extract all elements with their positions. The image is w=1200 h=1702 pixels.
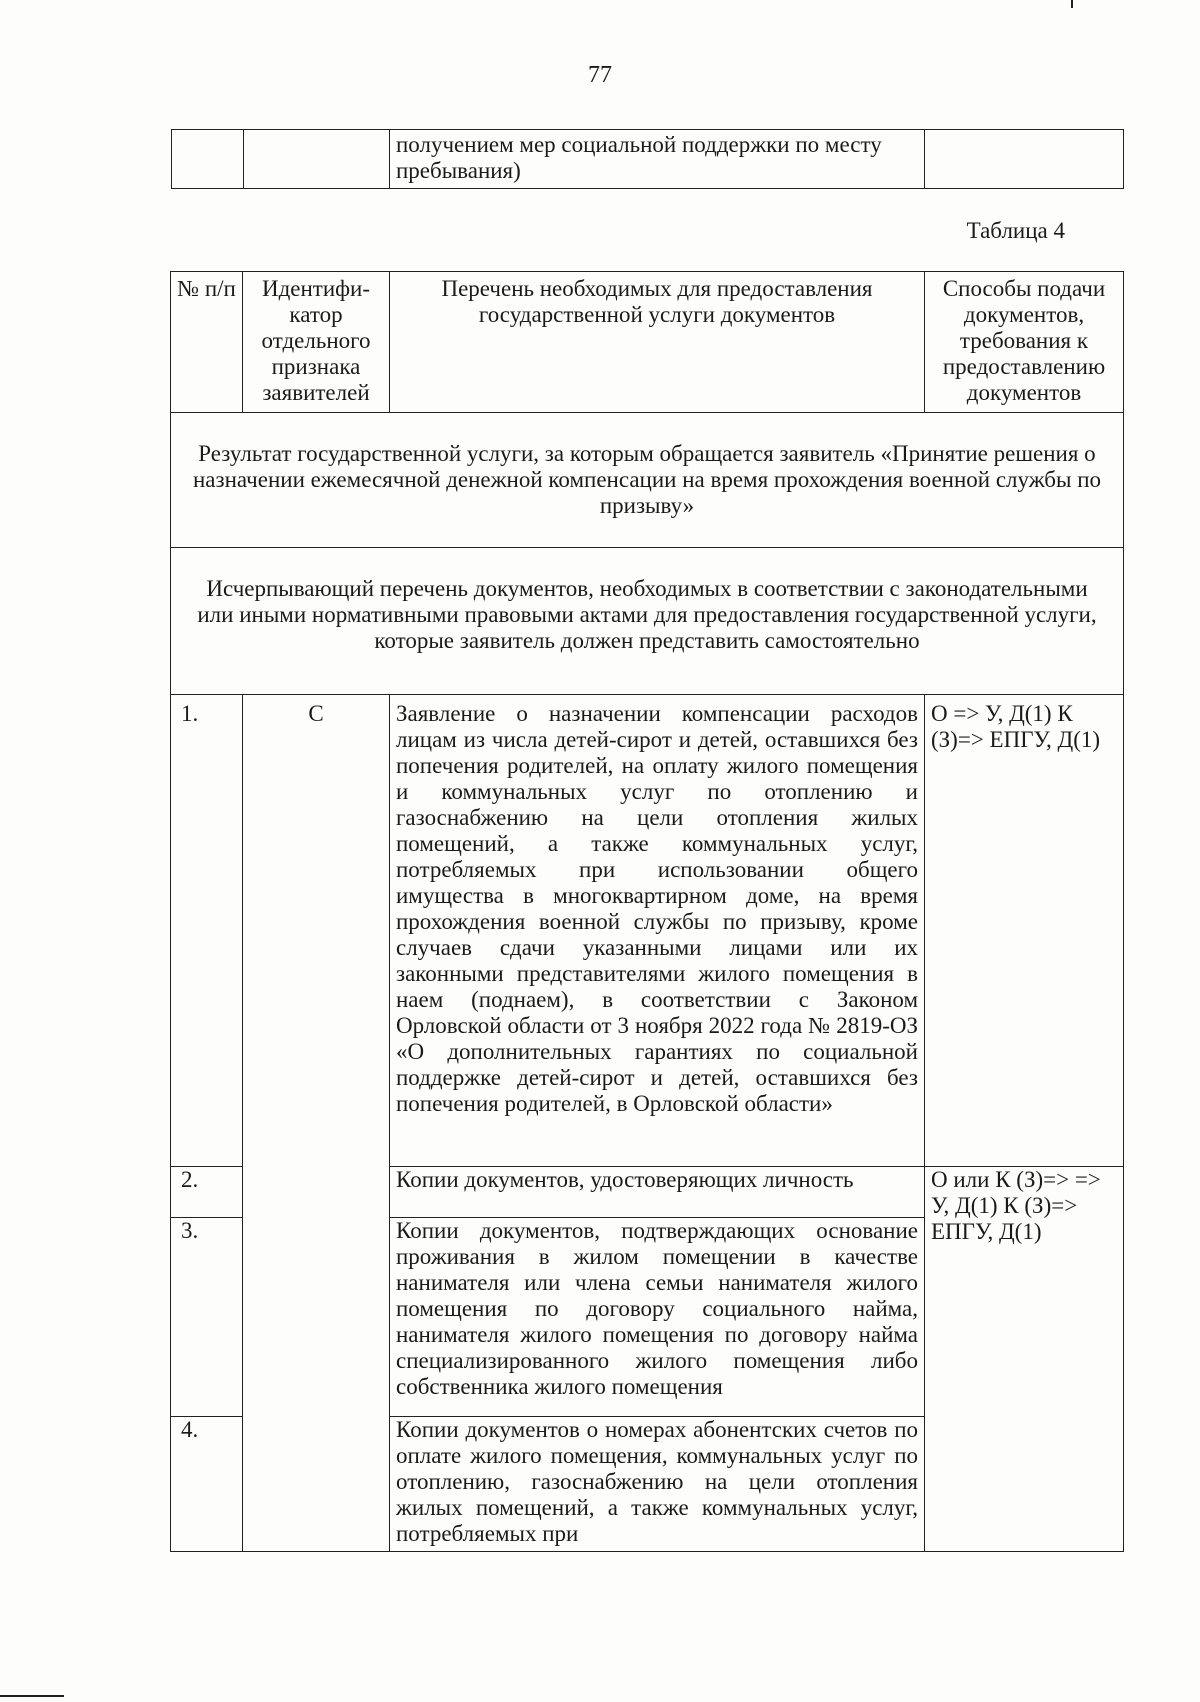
continuation-table [171,129,1124,189]
row-number: 4. [171,1417,243,1552]
document-cell: Заявление о назначении компенсации расходов лицам из числа детей-сирот и детей, оставшихся без попечения родителей, на оплату жилого помещения и коммунальных услуг по отоплению и газоснабжению на цели отопления жилых помещений, а также коммунальных услуг, потребляемых при использовании общего имущества в многоквартирном доме, на время прохождения военной службы по призыву, кроме случаев сдачи указанными лицами или их законными представителями жилого помещения в наем (поднаем), в соответствии с Законом Орловской области от 3 ноября 2022 года № 2819-ОЗ «О дополнительных гарантиях по социальной поддержке детей-сирот и детей, оставшихся без попечения родителей, в Орловской области» [390,695,925,1167]
document-cell: Копии документов о номерах абонентских счетов по оплате жилого помещения, коммунальных услуг по отоплению, газоснабжению на цели отопления жилых помещений, а также коммунальных услуг, потребляемых при [390,1417,925,1552]
list-section-row [171,548,1124,695]
methods-cell: О => У, Д(1) К (З)=> ЕПГУ, Д(1) [925,695,1124,1167]
scan-mark [0,1695,64,1697]
header-documents: Перечень необходимых для предоставления государственной услуги документов [390,272,925,413]
table-row [172,130,1124,189]
scan-mark [1071,0,1073,8]
list-section: Исчерпывающий перечень документов, необходимых в соответствии с законодательными или иными нормативными правовыми актами для предоставления государственной услуги, которые заявитель должен представить самостоятельно [171,548,1124,695]
table-cell [244,130,390,189]
row-number: 1. [171,695,243,1167]
table-cell [925,130,1124,189]
table-row [171,695,1124,1167]
header-methods: Способы подачи документов, требования к предоставлению документов [925,272,1124,413]
header-number: № п/п [171,272,243,413]
header-row [171,272,1124,413]
row-number: 3. [171,1218,243,1417]
result-section: Результат государственной услуги, за которым обращается заявитель «Принятие решения о назначении ежемесячной денежной компенсации на время прохождения военной службы по призыву» [171,413,1124,548]
row-number: 2. [171,1167,243,1218]
table-cell [172,130,244,189]
result-section-row [171,413,1124,548]
documents-table [170,271,1124,1552]
page-number: 77 [588,62,612,88]
identifier-cell: С [243,695,390,1552]
document-cell: Копии документов, удостоверяющих личность [390,1167,925,1218]
table-caption: Таблица 4 [966,218,1065,243]
document-cell: Копии документов, подтверждающих основание проживания в жилом помещении в качестве нанимателя или члена семьи нанимателя жилого помещения по договору социального найма, нанимателя жилого помещения по договору найма специализированного жилого помещения либо собственника жилого помещения [390,1218,925,1417]
continuation-text: получением мер социальной поддержки по месту пребывания) [390,130,925,189]
header-identifier: Идентифи-катор отдельного признака заявителей [243,272,390,413]
methods-cell: О или К (З)=> => У, Д(1) К (З)=> ЕПГУ, Д(1) [925,1167,1124,1552]
